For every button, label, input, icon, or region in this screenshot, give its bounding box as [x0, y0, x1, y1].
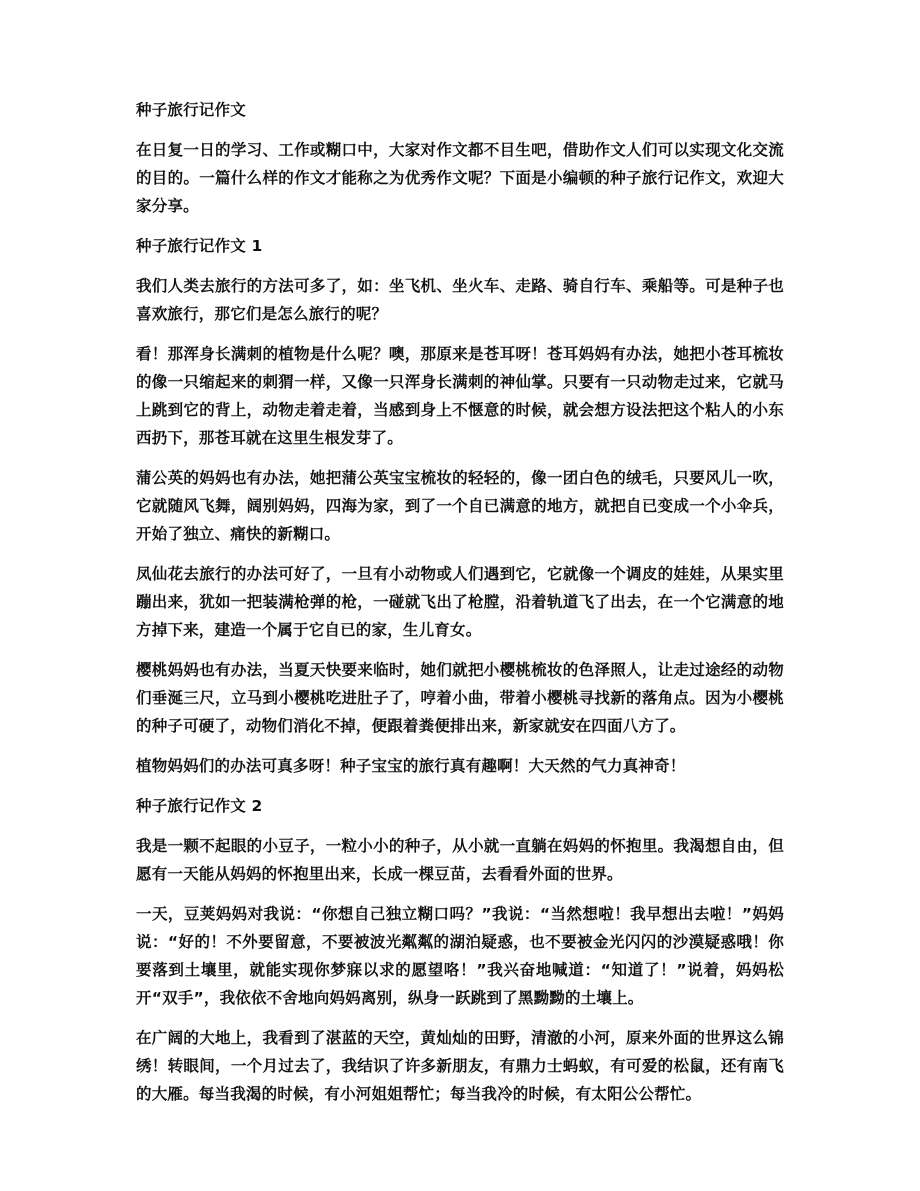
essay-1-paragraph: 我们人类去旅行的方法可多了，如：坐飞机、坐火车、走路、骑自行车、乘船等。可是种子也喜欢旅行，那它们是怎么旅行的呢？: [136, 277, 784, 323]
essay-1-paragraph: 蒲公英的妈妈也有办法，她把蒲公英宝宝梳妆的轻轻的，像一团白色的绒毛，只要风儿一吹，它就随风飞舞，阔别妈妈，四海为家，到了一个自已满意的地方，就把自已变成一个小伞兵，开始了独立、痛快的新糊口。: [136, 469, 784, 543]
essay-1-paragraph: 植物妈妈们的办法可真多呀！种子宝宝的旅行真有趣啊！大天然的气力真神奇！: [136, 757, 686, 775]
essay-1-paragraph: 凤仙花去旅行的办法可好了，一旦有小动物或人们遇到它，它就像一个调皮的娃娃，从果实里蹦出来，犹如一把装满枪弹的枪，一碰就飞出了枪膛，沿着轨道飞了出去，在一个它满意的地方掉下来，建造一个属于它自已的家，生儿育女。: [136, 565, 784, 639]
document-title: 种子旅行记作文: [136, 101, 246, 119]
essay-2-paragraph: 我是一颗不起眼的小豆子，一粒小小的种子，从小就一直躺在妈妈的怀抱里。我渴想自由，但愿有一天能从妈妈的怀抱里出来，长成一棵豆苗，去看看外面的世界。: [136, 837, 784, 883]
essay-1-paragraph: 樱桃妈妈也有办法，当夏天快要来临时，她们就把小樱桃梳妆的色泽照人，让走过途经的动物们垂涎三尺，立马到小樱桃吃进肚子了，哼着小曲，带着小樱桃寻找新的落角点。因为小樱桃的种子可硬了，动物们消化不掉，便跟着粪便排出来，新家就安在四面八方了。: [136, 661, 784, 735]
essay-2-paragraph: 在广阔的大地上，我看到了湛蓝的天空，黄灿灿的田野，清澈的小河，原来外面的世界这么锦绣！转眼间，一个月过去了，我结识了许多新朋友，有鼎力士蚂蚁，有可爱的松鼠，还有南飞的大雁。每当我渴的时候，有小河姐姐帮忙；每当我冷的时候，有太阳公公帮忙。: [136, 1029, 784, 1103]
essay-2-heading: 种子旅行记作文 2: [136, 797, 263, 815]
essay-1-heading: 种子旅行记作文 1: [136, 237, 263, 255]
essay-1-paragraph: 看！那浑身长满刺的植物是什么呢？噢，那原来是苍耳呀！苍耳妈妈有办法，她把小苍耳梳妆的像一只缩起来的刺猬一样，又像一只浑身长满刺的神仙掌。只要有一只动物走过来，它就马上跳到它的背上，动物走着走着，当感到身上不惬意的时候，就会想方设法把这个粘人的小东西扔下，那苍耳就在这里生根发芽了。: [136, 345, 784, 447]
essay-2-paragraph: 一天，豆荚妈妈对我说：“你想自己独立糊口吗？”我说：“当然想啦！我早想出去啦！”妈妈说：“好的！不外要留意，不要被波光粼粼的湖泊疑惑，也不要被金光闪闪的沙漠疑惑哦！你要落到土壤里，就能实现你梦寐以求的愿望咯！”我兴奋地喊道：“知道了！”说着，妈妈松开“双手”，我依依不舍地向妈妈离别，纵身一跃跳到了黑黝黝的土壤上。: [136, 905, 784, 1007]
intro-paragraph: 在日复一日的学习、工作或糊口中，大家对作文都不目生吧，借助作文人们可以实现文化交流的目的。一篇什么样的作文才能称之为优秀作文呢？下面是小编顿的种子旅行记作文，欢迎大家分享。: [136, 141, 784, 215]
document-body: [136, 96, 784, 1120]
